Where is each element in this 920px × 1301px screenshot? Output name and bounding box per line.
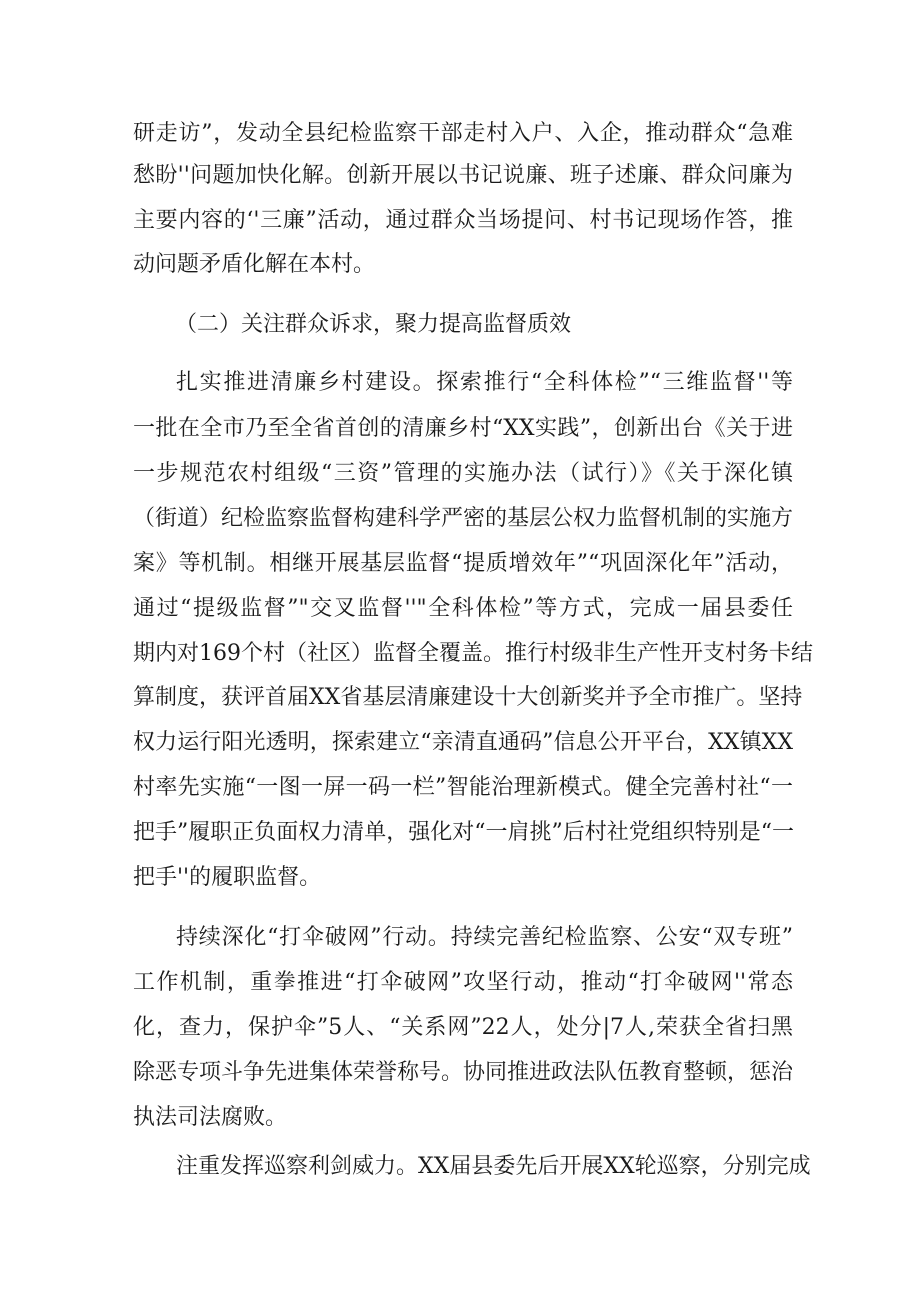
paragraph-line: 一批在全市乃至全省首创的清廉乡村“XX实践”，创新出台《关于进	[133, 416, 793, 441]
section-heading: （二）关注群众诉求，聚力提高监督质效	[175, 312, 572, 337]
paragraph-line: 愁盼''问题加快化解。创新开展以书记说廉、班子述廉、群众问廉为	[133, 163, 793, 188]
paragraph-line: 案》等机制。相继开展基层监督“提质增效年”“巩固深化年”活动，	[133, 551, 793, 576]
paragraph-line: 化，查力，保护伞”5人、“关系网”22人，处分|7人,荣获全省扫黑	[133, 1015, 793, 1040]
paragraph-line: 执法司法腐败。	[133, 1105, 288, 1130]
paragraph-line: 期内对169个村（社区）监督全覆盖。推行村级非生产性开支村务卡结	[133, 641, 813, 666]
paragraph-line: （街道）纪检监察监督构建科学严密的基层公权力监督机制的实施方	[133, 506, 794, 531]
paragraph-line: 持续深化“打伞破网”行动。持续完善纪检监察、公安“双专班”	[176, 925, 793, 950]
paragraph-line: 除恶专项斗争先进集体荣誉称号。协同推进政法队伍教育整顿，惩治	[133, 1060, 794, 1085]
paragraph-line: 权力运行阳光透明，探索建立“亲清直通码”信息公开平台，XX镇XX	[133, 730, 793, 755]
paragraph-line: 动问题矛盾化解在本村。	[133, 252, 376, 277]
paragraph-line: 注重发挥巡察利剑威力。XX届县委先后开展XX轮巡察，分别完成	[176, 1154, 811, 1179]
paragraph-line: 一步规范农村组级“三资”管理的实施办法（试行）》《关于深化镇	[133, 461, 793, 486]
paragraph-line: 主要内容的‘'三廉”活动，通过群众当场提问、村书记现场作答，推	[133, 208, 793, 233]
paragraph-line: 算制度，获评首届XX省基层清廉建设十大创新奖并予全市推广。坚持	[133, 685, 803, 710]
paragraph-line: 通过“提级监督”"交叉监督''"全科体检”等方式，完成一届县委任	[133, 596, 793, 621]
paragraph-line: 扎实推进清廉乡村建设。探索推行“全科体检”“三维监督''等	[176, 370, 793, 395]
paragraph-line: 研走访”，发动全县纪检监察干部走村入户、入企，推动群众“急难	[133, 121, 793, 146]
paragraph-line: 村率先实施“一图一屏一码一栏”智能治理新模式。健全完善村社“一	[133, 775, 793, 800]
paragraph-line: 把手''的履职监督。	[133, 865, 322, 890]
paragraph-line: 把手”履职正负面权力清单，强化对“一肩挑”后村社党组织特别是“一	[133, 820, 794, 845]
paragraph-line: 工作机制，重拳推进“打伞破网”攻坚行动，推动“打伞破网''常态	[133, 970, 793, 995]
